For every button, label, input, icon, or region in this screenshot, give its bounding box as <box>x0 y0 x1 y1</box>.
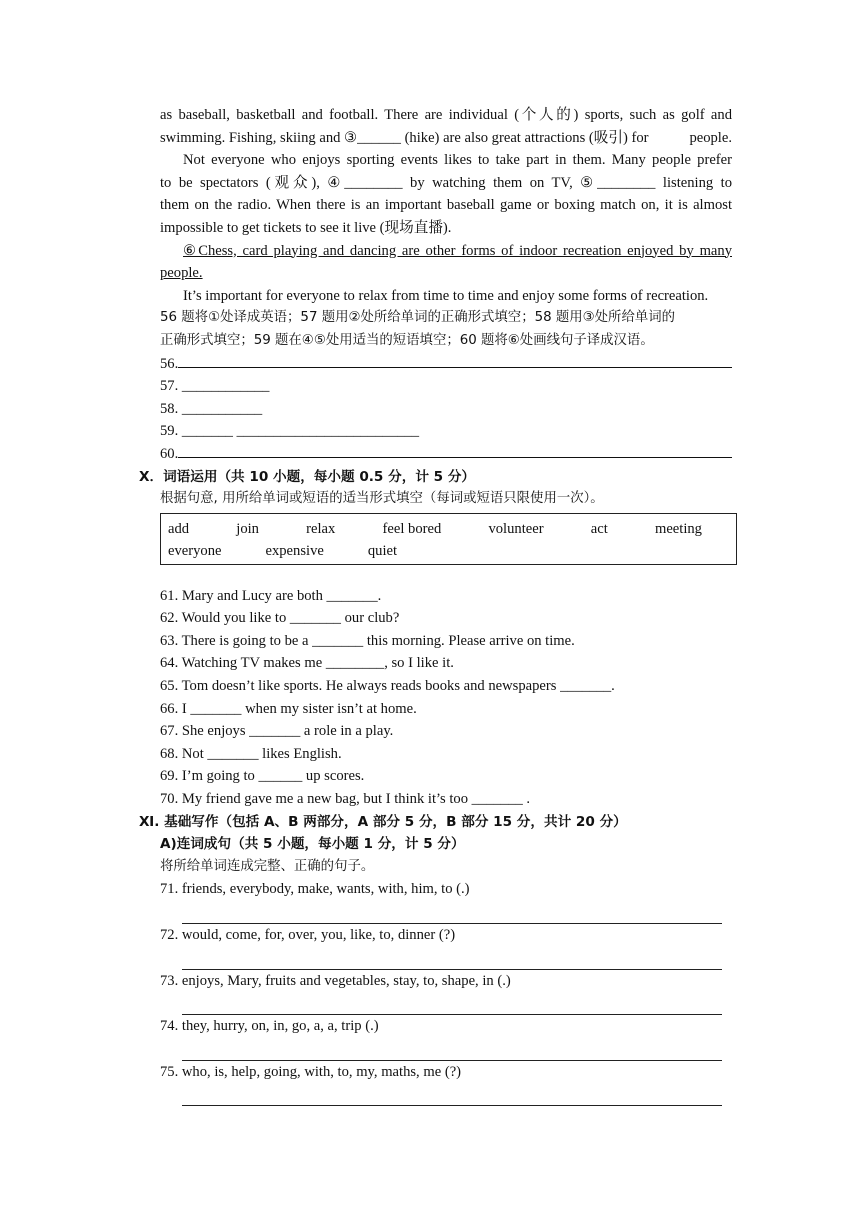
word-bank-item: expensive <box>265 542 324 559</box>
question-71: 71. friends, everybody, make, wants, with, him, to (.) <box>160 881 470 898</box>
question-72: 72. would, come, for, over, you, like, to, dinner (?) <box>160 927 456 943</box>
answer-number: 60. <box>160 445 179 462</box>
passage-line <box>160 127 732 150</box>
section-instruction: 将所给单词连成完整、正确的句子。 <box>160 858 375 874</box>
question-67: 67. She enjoys _______ a role in a play. <box>160 723 394 740</box>
question-66: 66. I _______ when my sister isn’t at home. <box>160 700 417 717</box>
word-bank-item: feel bored <box>382 520 442 537</box>
passage-line: It’s important for everyone to relax from time to time and enjoy some forms of recreation. <box>183 287 709 304</box>
answer-blank[interactable] <box>178 443 732 458</box>
task-instruction: 56 题将①处译成英语；57 题用②处所给单词的正确形式填空；58 题用③处所给单词的 <box>160 310 676 326</box>
answer-line[interactable] <box>182 901 722 924</box>
passage-line: as baseball, basketball and football. There are individual (个人的) sports, such as golf and <box>160 107 732 123</box>
answer-line[interactable] <box>182 1038 722 1061</box>
passage-line: impossible to get tickets to see it live (现场直播). <box>160 219 452 236</box>
question-61: 61. Mary and Lucy are both _______. <box>160 587 382 604</box>
word-bank <box>160 513 737 565</box>
passage-line: Not everyone who enjoys sporting events likes to take part in them. Many people prefer <box>183 152 732 169</box>
question-65: 65. Tom doesn’t like sports. He always reads books and newspapers _______. <box>160 678 615 695</box>
section-title: Ⅹ．词语运用（共 10 小题，每小题 0.5 分，计 5 分） <box>139 468 476 485</box>
task-instruction: 正确形式填空；59 题在④⑤处用适当的短语填空；60 题将⑥处画线句子译成汉语。 <box>160 332 654 348</box>
question-64: 64. Watching TV makes me ________, so I like it. <box>160 655 454 672</box>
exam-page <box>139 104 732 1106</box>
answer-blank[interactable] <box>178 353 732 368</box>
question-74: 74. they, hurry, on, in, go, a, a, trip (.) <box>160 1018 379 1035</box>
question-62: 62. Would you like to _______ our club? <box>160 610 400 627</box>
question-68: 68. Not _______ likes English. <box>160 745 342 762</box>
word-bank-item: quiet <box>367 542 398 559</box>
passage-text: swimming. Fishing, skiing and ③______ (hike) are also great attractions (吸引) for <box>160 129 649 146</box>
word-bank-row <box>168 518 736 540</box>
passage-line: to be spectators (观众), ④________ by watching them on TV, ⑤________ listening to <box>160 174 732 191</box>
answer-line-57[interactable]: 57. ____________ <box>160 378 270 395</box>
question-75: 75. who, is, help, going, with, to, my, maths, me (?) <box>160 1063 462 1080</box>
word-bank-item: meeting <box>654 520 702 537</box>
underlined-sentence: ⑥Chess, card playing and dancing are other forms of indoor recreation enjoyed by many <box>183 242 732 259</box>
section-title: Ⅺ. 基础写作（包括 A、B 两部分，A 部分 5 分，B 部分 15 分，共计 20 分） <box>139 813 627 830</box>
subsection-title: A)连词成句（共 5 小题，每小题 1 分，计 5 分） <box>160 836 465 853</box>
question-73: 73. enjoys, Mary, fruits and vegetables, stay, to, shape, in (.) <box>160 972 511 989</box>
answer-line-56 <box>160 353 732 376</box>
answer-line[interactable] <box>182 947 722 970</box>
section-instruction: 根据句意, 用所给单词或短语的适当形式填空（每词或短语只限使用一次）。 <box>160 491 604 507</box>
question-69: 69. I’m going to ______ up scores. <box>160 768 365 785</box>
word-bank-item: join <box>236 520 259 537</box>
answer-line-59[interactable]: 59. _______ _________________________ <box>160 423 420 440</box>
passage-text: people. <box>689 129 732 146</box>
question-70: 70. My friend gave me a new bag, but I think it’s too _______ . <box>160 791 531 808</box>
answer-line[interactable] <box>182 992 722 1015</box>
answer-number: 56. <box>160 355 179 372</box>
question-63: 63. There is going to be a _______ this morning. Please arrive on time. <box>160 632 575 649</box>
passage-line: them on the radio. When there is an important baseball game or boxing match on, it is almost <box>160 197 732 214</box>
word-bank-item: add <box>168 520 190 537</box>
underlined-sentence-end: people. <box>160 265 203 282</box>
answer-line-60 <box>160 443 732 466</box>
word-bank-row <box>168 540 736 562</box>
word-bank-item: everyone <box>168 542 222 559</box>
word-bank-item: volunteer <box>488 520 544 537</box>
answer-line-58[interactable]: 58. ___________ <box>160 400 263 417</box>
answer-line[interactable] <box>182 1083 722 1106</box>
word-bank-item: act <box>590 520 608 537</box>
word-bank-item: relax <box>306 520 336 537</box>
